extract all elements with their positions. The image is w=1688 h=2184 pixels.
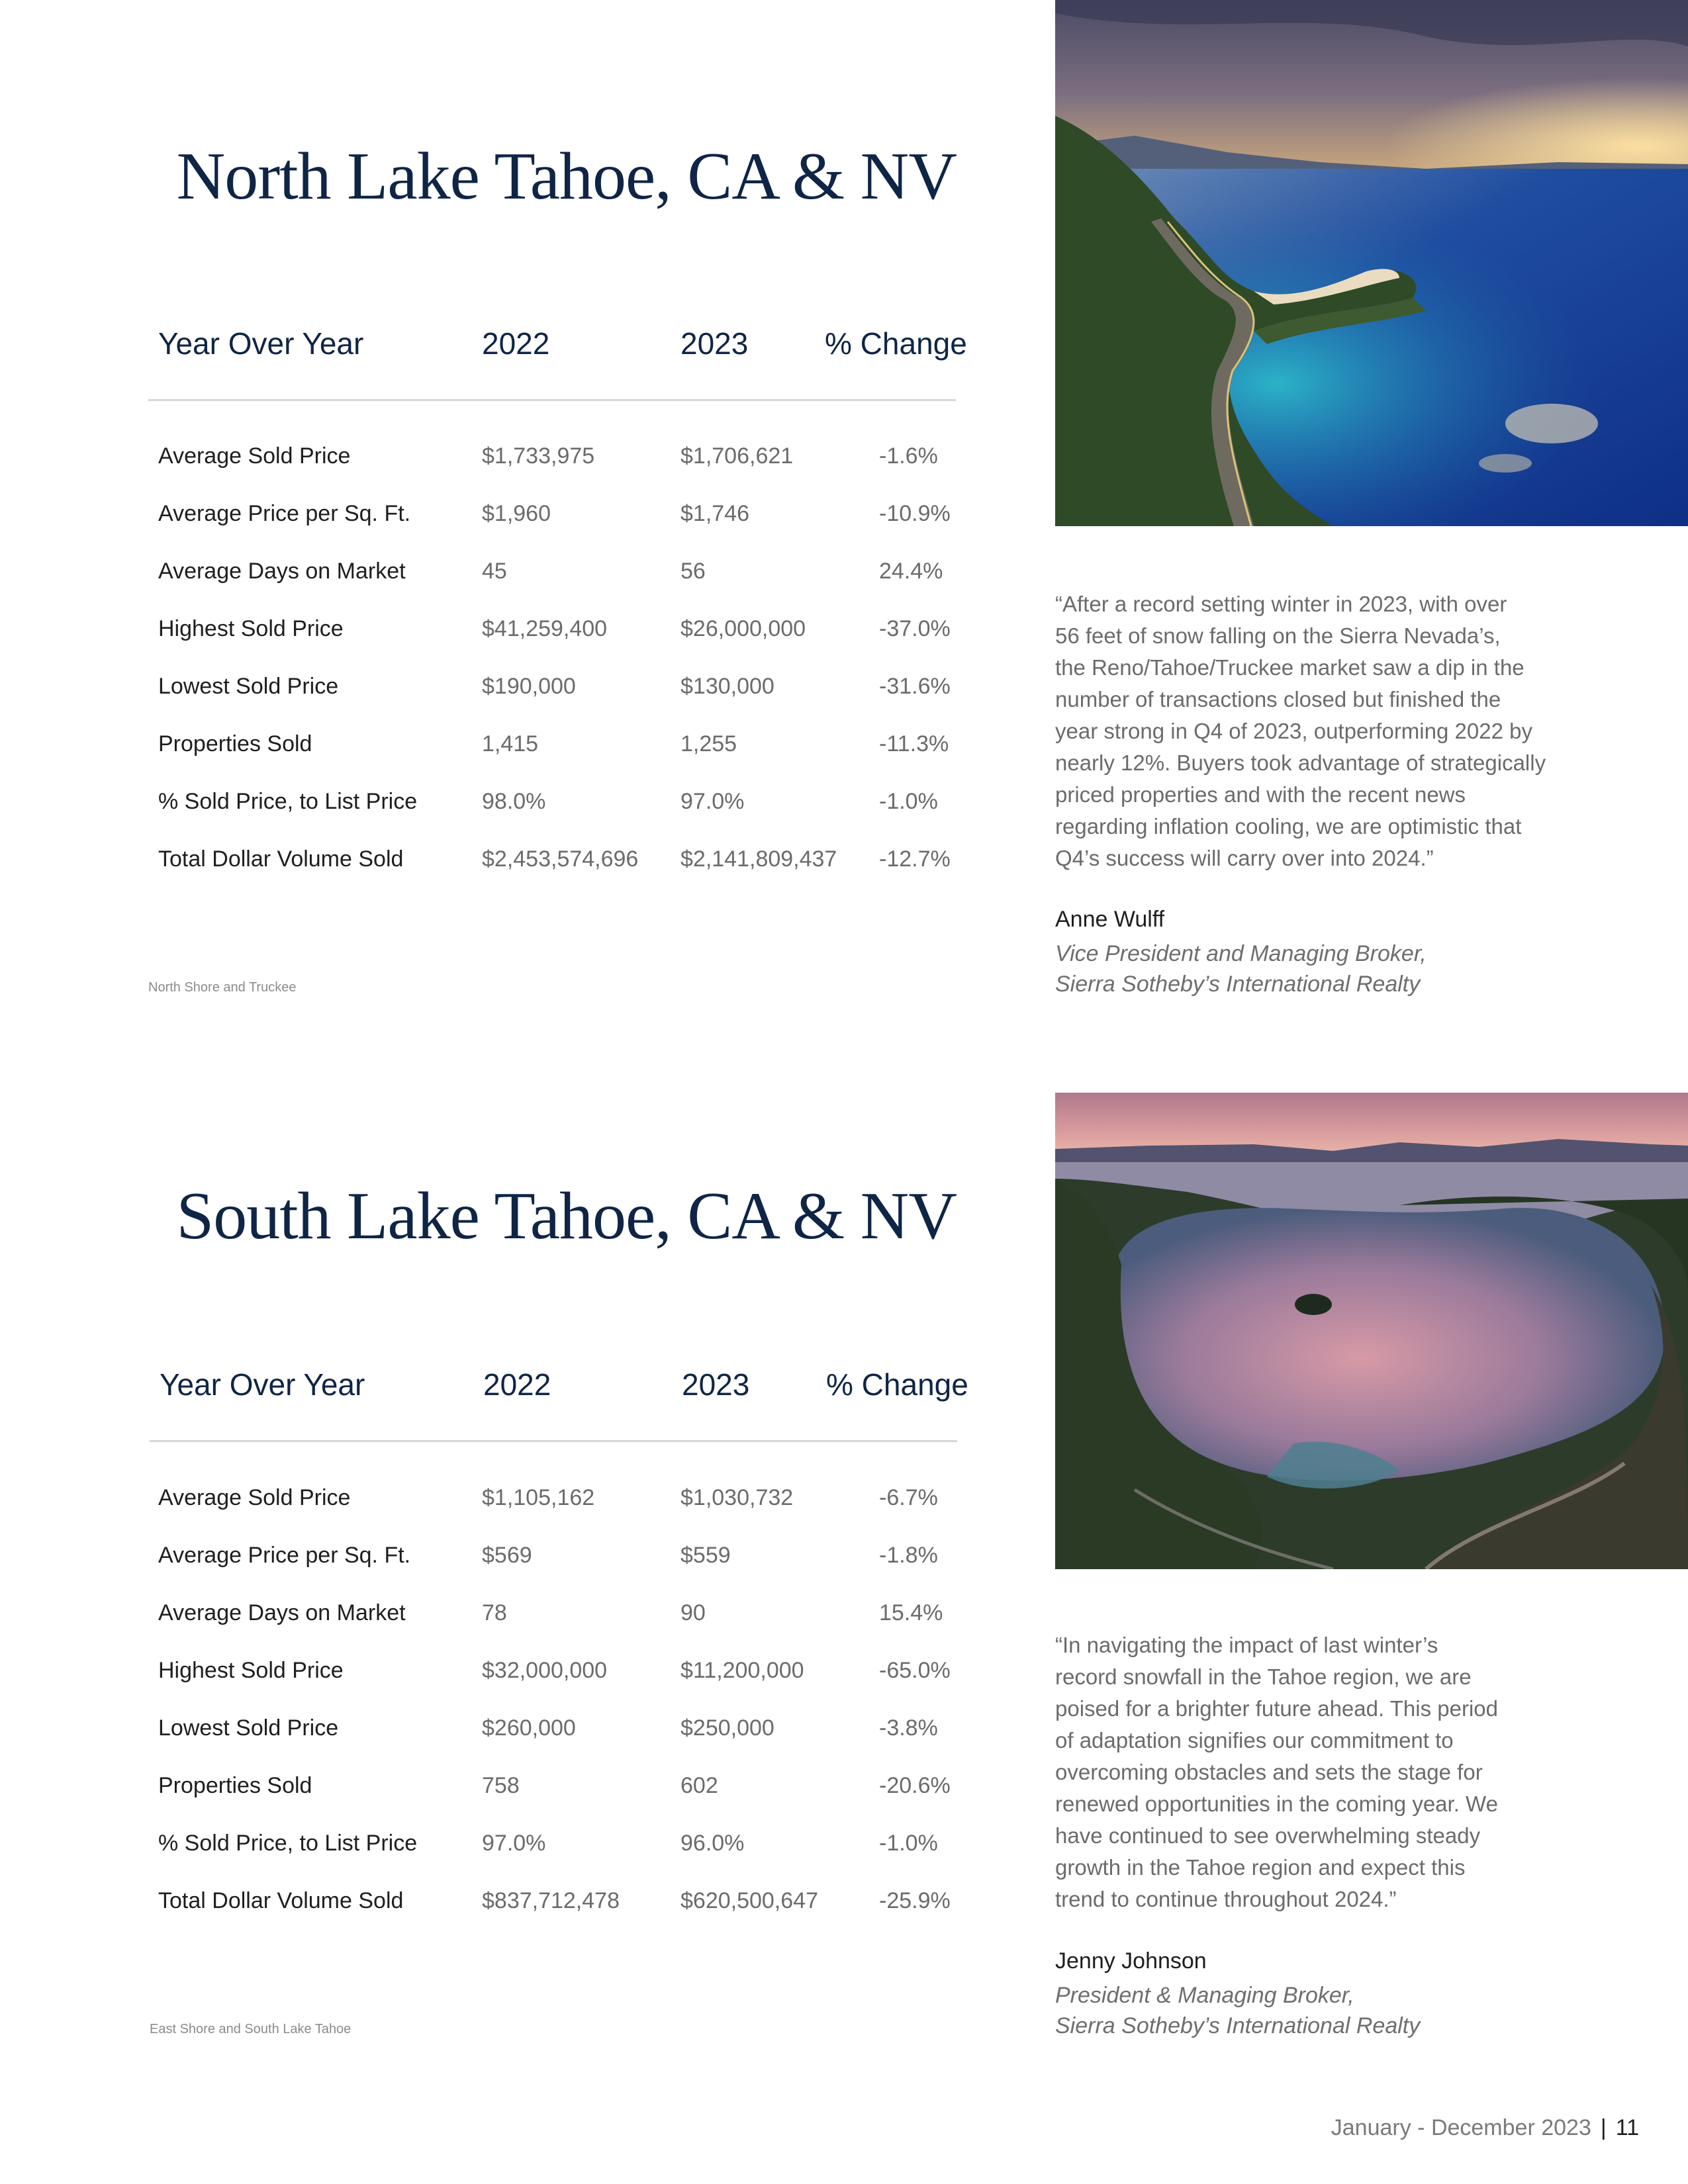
row-label: Average Sold Price xyxy=(158,443,351,469)
table-row xyxy=(0,733,993,766)
north-quote xyxy=(1055,588,1677,874)
quote-line: of adaptation signifies our commitment to xyxy=(1055,1728,1454,1752)
south-header-change: % Change xyxy=(826,1367,968,1402)
value-2023: 56 xyxy=(680,559,706,584)
value-2022: 758 xyxy=(482,1773,520,1798)
quote-line: nearly 12%. Buyers took advantage of strategically xyxy=(1055,751,1546,775)
row-label: Average Price per Sq. Ft. xyxy=(158,501,411,526)
value-2023: $1,746 xyxy=(680,501,749,526)
table-row xyxy=(0,445,993,478)
value-change: -1.0% xyxy=(879,1831,938,1856)
north-region-note: North Shore and Truckee xyxy=(148,980,297,995)
north-quote-author: Anne Wulff xyxy=(1055,907,1165,932)
value-change: -12.7% xyxy=(879,846,951,872)
page-footer xyxy=(1331,2115,1639,2141)
quote-line: 56 feet of snow falling on the Sierra Nevada’s, xyxy=(1055,623,1501,648)
north-header-label: Year Over Year xyxy=(158,326,364,361)
south-region-note: East Shore and South Lake Tahoe xyxy=(150,2022,352,2036)
north-header-change: % Change xyxy=(825,326,967,361)
quote-line: record snowfall in the Tahoe region, we are xyxy=(1055,1664,1472,1689)
north-title: North Lake Tahoe, CA & NV xyxy=(176,139,957,214)
value-2022: $41,259,400 xyxy=(482,616,608,641)
value-2022: $2,453,574,696 xyxy=(482,846,639,872)
value-change: -1.0% xyxy=(879,789,938,814)
north-header-divider xyxy=(148,399,956,401)
role-line: President & Managing Broker, xyxy=(1055,1983,1354,2008)
value-2022: 78 xyxy=(482,1600,507,1625)
value-change: -65.0% xyxy=(879,1658,951,1683)
value-2023: $1,030,732 xyxy=(680,1485,794,1510)
value-change: -31.6% xyxy=(879,674,951,699)
table-row xyxy=(0,1774,993,1807)
table-row xyxy=(0,790,993,823)
row-label: Average Days on Market xyxy=(158,1600,406,1625)
north-lake-photo xyxy=(1055,0,1688,526)
north-header-2022: 2022 xyxy=(482,326,550,361)
quote-line: renewed opportunities in the coming year. We xyxy=(1055,1792,1498,1816)
south-lake-photo xyxy=(1055,1093,1688,1569)
quote-line: “After a record setting winter in 2023, with over xyxy=(1055,592,1507,616)
row-label: % Sold Price, to List Price xyxy=(158,789,418,814)
value-2023: $1,706,621 xyxy=(680,443,794,469)
value-change: -11.3% xyxy=(879,731,949,756)
quote-line: Q4’s success will carry over into 2024.” xyxy=(1055,846,1434,870)
quote-line: year strong in Q4 of 2023, outperforming 2022 by xyxy=(1055,719,1532,743)
row-label: Average Sold Price xyxy=(158,1485,351,1510)
value-change: 15.4% xyxy=(879,1600,943,1625)
south-author-role xyxy=(1055,1980,1420,2041)
value-change: -25.9% xyxy=(879,1888,951,1913)
quote-line: growth in the Tahoe region and expect this xyxy=(1055,1855,1466,1880)
table-row xyxy=(0,1602,993,1635)
table-row xyxy=(0,502,993,535)
row-label: Properties Sold xyxy=(158,731,312,756)
value-2023: 97.0% xyxy=(680,789,745,814)
south-title: South Lake Tahoe, CA & NV xyxy=(176,1179,957,1253)
quote-line: number of transactions closed but finished the xyxy=(1055,687,1501,711)
quote-line: priced properties and with the recent news xyxy=(1055,782,1466,807)
south-quote xyxy=(1055,1629,1677,1915)
value-2022: 45 xyxy=(482,559,507,584)
value-change: 24.4% xyxy=(879,559,943,584)
quote-line: regarding inflation cooling, we are optimistic that xyxy=(1055,814,1522,839)
value-2022: $190,000 xyxy=(482,674,576,699)
value-2023: $250,000 xyxy=(680,1715,774,1741)
south-header-2022: 2022 xyxy=(483,1367,551,1402)
table-row xyxy=(0,617,993,651)
row-label: Average Days on Market xyxy=(158,559,406,584)
value-2023: $559 xyxy=(680,1543,731,1568)
value-change: -1.6% xyxy=(879,443,938,469)
row-label: Highest Sold Price xyxy=(158,616,344,641)
north-header-2023: 2023 xyxy=(680,326,749,361)
row-label: Highest Sold Price xyxy=(158,1658,344,1683)
value-2023: $11,200,000 xyxy=(680,1658,804,1683)
table-row xyxy=(0,1544,993,1577)
row-label: % Sold Price, to List Price xyxy=(158,1831,418,1856)
report-period: January - December 2023 xyxy=(1331,2115,1591,2140)
table-row xyxy=(0,1832,993,1865)
value-2023: 602 xyxy=(680,1773,718,1798)
quote-line: have continued to see overwhelming steady xyxy=(1055,1823,1481,1848)
south-header-2023: 2023 xyxy=(682,1367,750,1402)
value-2022: $837,712,478 xyxy=(482,1888,620,1913)
south-header-label: Year Over Year xyxy=(160,1367,365,1402)
row-label: Average Price per Sq. Ft. xyxy=(158,1543,411,1568)
value-change: -37.0% xyxy=(879,616,951,641)
row-label: Lowest Sold Price xyxy=(158,674,339,699)
table-row xyxy=(0,1717,993,1750)
value-2023: 96.0% xyxy=(680,1831,745,1856)
value-change: -20.6% xyxy=(879,1773,951,1798)
footer-separator: | xyxy=(1600,2115,1607,2140)
table-row xyxy=(0,560,993,593)
value-change: -10.9% xyxy=(879,501,951,526)
row-label: Lowest Sold Price xyxy=(158,1715,339,1741)
value-change: -1.8% xyxy=(879,1543,938,1568)
role-line: Sierra Sotheby’s International Realty xyxy=(1055,2013,1421,2038)
value-2023: $2,141,809,437 xyxy=(680,846,837,872)
value-change: -6.7% xyxy=(879,1485,938,1510)
value-2023: $620,500,647 xyxy=(680,1888,818,1913)
table-row xyxy=(0,1486,993,1520)
quote-line: poised for a brighter future ahead. This period xyxy=(1055,1696,1498,1721)
value-2022: $1,105,162 xyxy=(482,1485,595,1510)
value-2022: $569 xyxy=(482,1543,532,1568)
value-2022: $32,000,000 xyxy=(482,1658,608,1683)
quote-line: overcoming obstacles and sets the stage for xyxy=(1055,1760,1483,1784)
value-2023: $130,000 xyxy=(680,674,774,699)
value-2022: 97.0% xyxy=(482,1831,546,1856)
north-author-role xyxy=(1055,938,1427,999)
table-row xyxy=(0,1659,993,1692)
role-line: Sierra Sotheby’s International Realty xyxy=(1055,972,1421,997)
table-row xyxy=(0,1889,993,1923)
quote-line: the Reno/Tahoe/Truckee market saw a dip in the xyxy=(1055,655,1524,680)
row-label: Properties Sold xyxy=(158,1773,312,1798)
value-2022: $260,000 xyxy=(482,1715,576,1741)
quote-line: “In navigating the impact of last winter’s xyxy=(1055,1633,1438,1657)
value-2023: 90 xyxy=(680,1600,706,1625)
south-header-divider xyxy=(150,1440,957,1442)
value-change: -3.8% xyxy=(879,1715,938,1741)
value-2023: 1,255 xyxy=(680,731,737,756)
role-line: Vice President and Managing Broker, xyxy=(1055,941,1427,966)
table-row xyxy=(0,675,993,708)
quote-line: trend to continue throughout 2024.” xyxy=(1055,1887,1397,1911)
value-2022: 98.0% xyxy=(482,789,546,814)
row-label: Total Dollar Volume Sold xyxy=(158,1888,404,1913)
value-2022: $1,733,975 xyxy=(482,443,595,469)
south-quote-author: Jenny Johnson xyxy=(1055,1948,1207,1974)
page-number: 11 xyxy=(1615,2115,1639,2140)
value-2023: $26,000,000 xyxy=(680,616,806,641)
row-label: Total Dollar Volume Sold xyxy=(158,846,404,872)
table-row xyxy=(0,848,993,881)
value-2022: $1,960 xyxy=(482,501,551,526)
value-2022: 1,415 xyxy=(482,731,539,756)
